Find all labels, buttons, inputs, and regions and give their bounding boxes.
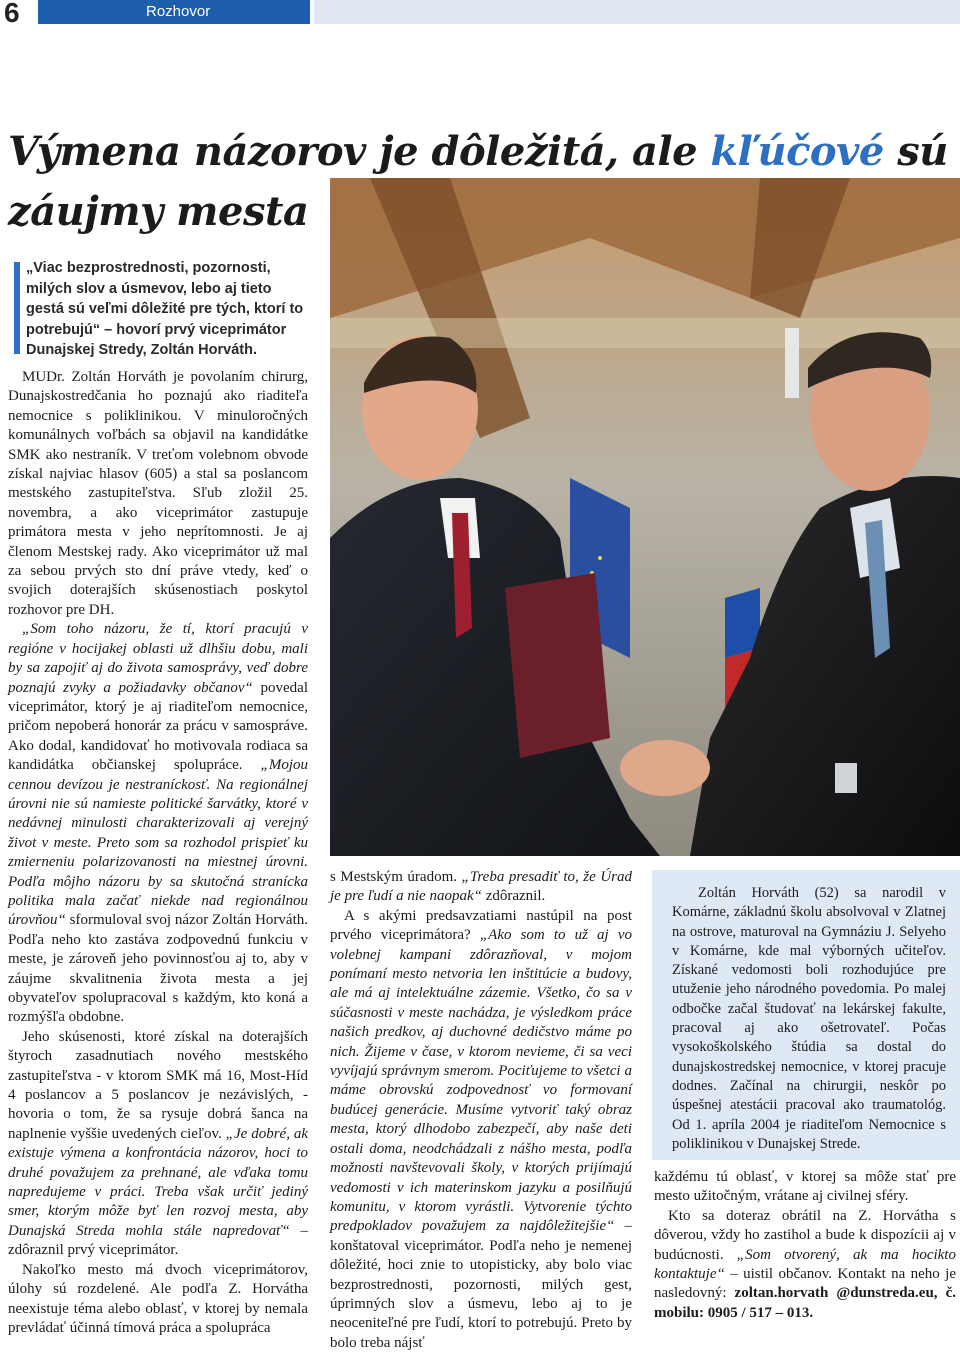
col2-paragraph-1 (330, 868, 632, 907)
quote: „Mojou cennou devízou je nestraníckosť. Na regionálnej úrovni nie sú namieste politické šarvátky, ktoré v nedávnej minulosti charakterizovali aj verejný život v meste. Preto som sa rozhodol prispieť ku zmierneniu polarizovanosti na miestnej úrovni. Podľa môjho názoru by sa skutočná stranícka politika mala začať niekde nad regionálnou úrovňou“ (8, 757, 308, 929)
title-accent: kľúčové (710, 128, 884, 175)
lead-paragraph: „Viac bezprostrednosti, pozornosti, milých slov a úsmevov, lebo aj tieto gestá sú veľmi dôležité pre tých, ktorí to potrebujú“ – hovorí prvý viceprimátor Dunajskej Stredy, Zoltán Horváth. (26, 260, 304, 358)
contact-info: zoltan.horvath @dunstreda.eu, č. mobilu: 0905 / 517 – 013. (654, 1285, 956, 1321)
col1-paragraph-4: Nakoľko mesto má dvoch viceprimátorov, úlohy sú rozdelené. Ale podľa Z. Horvátha neexistuje téma alebo oblasť, v ktorej by nemala prevládať účinná tímová práca a spolupráca (8, 1261, 308, 1336)
col3-paragraph-1: každému tú oblasť, v ktorej sa môže stať pre mesto užitočným, vrátane aj civilnej sféry. (654, 1169, 956, 1205)
header-rule (314, 0, 960, 24)
title-part-1: Výmena názorov je dôležitá, ale (8, 128, 711, 175)
text: A s akými predsavzatiami nastúpil na post prvého viceprimátora? (330, 907, 632, 944)
text: – konštatoval viceprimátor. Podľa neho je nemenej dôležité, hoci znie to utopisticky, aby bolo viac bezprostrednosti, pozornosti, milých gest, úprimných slov a úsmevu, lebo aj to je neoceniteľné pre ľudí, ktorí to potrebujú. Preto by bolo treba nájsť (330, 1218, 632, 1351)
text: – zdôraznil prvý viceprimátor. (8, 1222, 309, 1259)
column-2 (330, 868, 632, 1353)
handshake-photo (330, 178, 960, 856)
quote: „Som toho názoru, že tí, ktorí pracujú v regióne v hocijakej oblasti už dlhšiu dobu, mali by sa zapojiť aj do života samosprávy, veď dobre poznajú zvyky a požiadavky občanov“ (8, 621, 308, 696)
col1-paragraph-1: MUDr. Zoltán Horváth je povolaním chirurg, Dunajskostredčania ho poznajú ako riaditeľa nemocnice s poliklinikou. V minuloročných komunálnych voľbách sa objavil na kandidátke SMK ako nestraník. V treťom volebnom obvode získal najviac hlasov (605) a stal sa poslancom mestského zastupiteľstva. Sľub zložil 25. novembra, a ako viceprimátor zastupuje primátora mesta v jeho neprítomnosti. Je aj členom Mestskej rady. Ako viceprimátor už mal za sebou prvých sto dní práve vtedy, keď o svojich doterajších skúsenostiach poskytol rozhovor pre DH. (8, 369, 308, 618)
quote: „Som otvorený, ak ma hocikto kontaktuje“ (654, 1246, 956, 1283)
quote: „Je dobré, ak existuje výmena a konfrontácia názorov, hoci to druhé považujem za prehnané, ale vďaka tomu napredujeme v práci. Treba však určiť jediný smer, ktorým môže byť len rozvoj mesta, aby Dunajská Streda mohla stále napredovať“ (8, 1125, 308, 1239)
col2-paragraph-2 (330, 907, 632, 1353)
text: Kto sa doteraz obrátil na Z. Horvátha s dôverou, vždy ho zastihol a bude k dispozícii aj v budúcnosti. (654, 1207, 956, 1263)
text: zdôraznil. (481, 888, 546, 905)
quote: „Treba presadiť to, že Úrad je pre ľudí a nie naopak“ (330, 869, 632, 905)
text: Jeho skúsenosti, ktoré získal na doterajších štyroch zasadnutiach nového mestského zastupiteľstva - v ktorom SMK má 16, Most-Híd 4 poslancov a 5 poslancov je nezávislých, - hovoria o tom, že sa rysuje dobrá šanca na naplnenie vyššie uvedených cieľov. (8, 1028, 308, 1142)
text: – uistil občanov. Kontakt na neho je nasledovný: (654, 1266, 956, 1302)
col1-paragraph-2 (8, 620, 308, 1028)
column-1 (8, 368, 308, 1338)
col1-paragraph-3 (8, 1028, 308, 1261)
text: povedal viceprimátor, ktorý je aj riaditeľom nemocnice, pričom nepoberá honorár za prácu v samospráve. Ako dodal, kandidovať ho motivovala rodiaca sa kandidátka občianskej spolupráce. (8, 679, 309, 774)
bio-box (652, 870, 960, 1160)
text: sformuloval svoj názor Zoltán Horváth. Podľa neho kto zastáva zodpovednú funkciu v meste, je zároveň jeho povinnosťou aj to, aby v záujme skvalitnenia života mesta a jej obyvateľov spolupracoval s každým, kto koná a rozmýšľa obdobne. (8, 912, 308, 1026)
quote: „Ako som to už aj vo volebnej kampani zdôrazňoval, v mojom ponímaní mesto netvoria len inštitúcie a budovy, ale má aj intelektuálne zázemie. Všetko, čo sa v súčasnosti v meste nachádza, je výsledkom práce našich predkov, aj duchovné dedičstvo máme po nich. Žijeme v čase, v ktorom nevieme, či sa veci vyvíjajú správnym smerom. Pociťujeme to všetci a máme obrovskú zodpovednosť vo formovaní budúcej generácie. Musíme vytvoriť taký obraz mesta, ktorý dlhodobo zabezpečí, aby naše deti ostali doma, neodchádzali z nášho mesta, podľa možnosti navštevovali školy, v ktorých prijímajú vedomosti v ich materinskom jazyku a posilňujú komunitu, v ktorom vyrástli. Vytvorenie týchto predpokladov považujem za najdôležitejšie“ (330, 927, 632, 1235)
column-3 (654, 1168, 956, 1323)
text: s Mestským úradom. (330, 869, 462, 885)
section-label: Rozhovor (38, 0, 310, 24)
col3-paragraph-2 (654, 1207, 956, 1323)
lead-accent-bar (14, 262, 20, 354)
page-number: 6 (0, 0, 38, 34)
bio-text: Zoltán Horváth (52) sa narodil v Komárne, základnú školu absolvoval v Zlatnej na ostrove, maturoval na Gymnáziu J. Selyeho v Komárne, kde mal výborných učiteľov. Získané vedomosti boli rozhodujúce pre utuženie jeho národného povedomia. Po malej odbočke začal študovať na lekárskej fakulte, pracoval aj ako ošetrovateľ. Počas vysokoškolského štúdia sa dostal do dunajskostredskej nemocnice, v ktorej pracuje dodnes. Začínal na chirurgii, neskôr po úspešnej atestácii pracoval ako traumatológ. Od 1. apríla 2004 je riaditeľom Nemocnice s poliklinikou v Dunajskej Strede. (672, 885, 946, 1152)
title-part-2: sú záujmy mesta (8, 128, 948, 235)
